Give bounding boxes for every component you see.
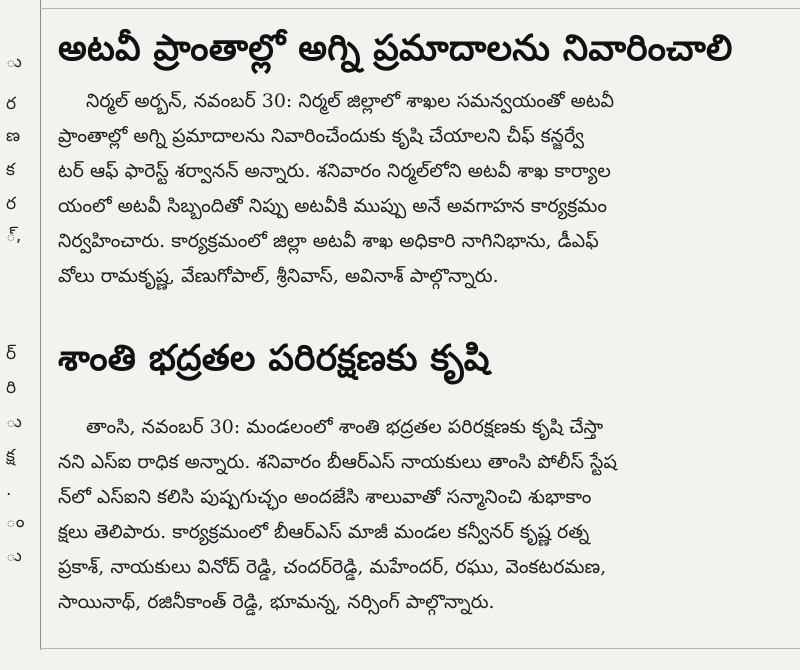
column-divider bbox=[40, 0, 41, 650]
left-fragment-text: ర్ bbox=[6, 344, 17, 364]
left-fragment-text: ర bbox=[6, 194, 17, 214]
left-fragment-text: . bbox=[6, 480, 12, 500]
top-border bbox=[40, 8, 800, 9]
article-law-order bbox=[58, 334, 788, 620]
article-body-line: ప్రకాశ్, నాయకులు వినోద్ రెడ్డి, చందర్‌రెడ్డి, మహేందర్, రఘు, వెంకటరమణ, bbox=[58, 556, 607, 578]
left-column-fragment bbox=[0, 0, 40, 670]
left-fragment-text: ర bbox=[6, 94, 17, 114]
left-fragment-text: ు bbox=[6, 412, 22, 432]
article-body-line: తాంసి, నవంబర్ 30: మండలంలో శాంతి భద్రతల పరిరక్షణకు కృషి చేస్తా bbox=[86, 416, 604, 438]
article-body-line: సాయినాథ్, రజినీకాంత్ రెడ్డి, భూమన్న, నర్సింగ్ పాల్గొన్నారు. bbox=[58, 591, 495, 613]
article-body-line: నని ఎస్ఐ రాధిక అన్నారు. శనివారం బీఆర్ఎస్ నాయకులు తాంసి పోలీస్ స్టేష bbox=[58, 451, 617, 473]
article-body-line: క్షలు తెలిపారు. కార్యక్రమంలో బీఆర్ఎస్ మాజీ మండల కన్వీనర్ కృష్ణ రత్న bbox=[58, 521, 590, 543]
article-headline: అటవీ ప్రాంతాల్లో అగ్ని ప్రమాదాలను నివారించాలి bbox=[58, 28, 733, 69]
left-fragment-text: క్ష bbox=[6, 446, 15, 466]
article-body-line: ప్రాంతాల్లో అగ్ని ప్రమాదాలను నివారించేందుకు కృషి చేయాలని చీఫ్ కన్జర్వే bbox=[58, 125, 584, 147]
left-fragment-text: రి bbox=[6, 378, 17, 398]
left-fragment-text: ం bbox=[6, 512, 25, 532]
article-body-line: నిర్వహించారు. కార్యక్రమంలో జిల్లా అటవీ శాఖ అధికారి నాగినిభాను, డీఎఫ్ bbox=[58, 230, 599, 252]
article-body-line: టర్ ఆఫ్ ఫారెస్ట్ శర్వానన్ అన్నారు. శనివారం నిర్మల్‌లోని అటవీ శాఖ కార్యాల bbox=[58, 160, 611, 182]
article-body-line: యంలో అటవీ సిబ్బందితో నిప్పు అటవీకి ముప్పు అనే అవగాహన కార్యక్రమం bbox=[58, 195, 607, 217]
left-fragment-text: ణ bbox=[6, 126, 21, 146]
bottom-border bbox=[40, 648, 800, 649]
left-fragment-text: ు bbox=[6, 52, 22, 72]
article-forest-fire bbox=[58, 24, 788, 294]
article-body-line: నిర్మల్ అర్బన్, నవంబర్ 30: నిర్మల్ జిల్లాలో శాఖల సమన్వయంతో అటవీ bbox=[86, 90, 614, 112]
article-body-line: న్‌లో ఎస్ఐని కలిసి పుష్పగుచ్ఛం అందజేసి శాలువాతో సన్మానించి శుభాకాం bbox=[58, 486, 592, 508]
article-headline: శాంతి భద్రతల పరిరక్షణకు కృషి bbox=[58, 338, 490, 379]
article-body-line: వోలు రామకృష్ణ, వేణుగోపాల్, శ్రీనివాస్, అవినాశ్ పాల్గొన్నారు. bbox=[58, 265, 499, 287]
left-fragment-text: క bbox=[6, 160, 15, 180]
left-fragment-text: ు bbox=[6, 546, 22, 566]
left-fragment-text: ్, bbox=[6, 226, 22, 246]
